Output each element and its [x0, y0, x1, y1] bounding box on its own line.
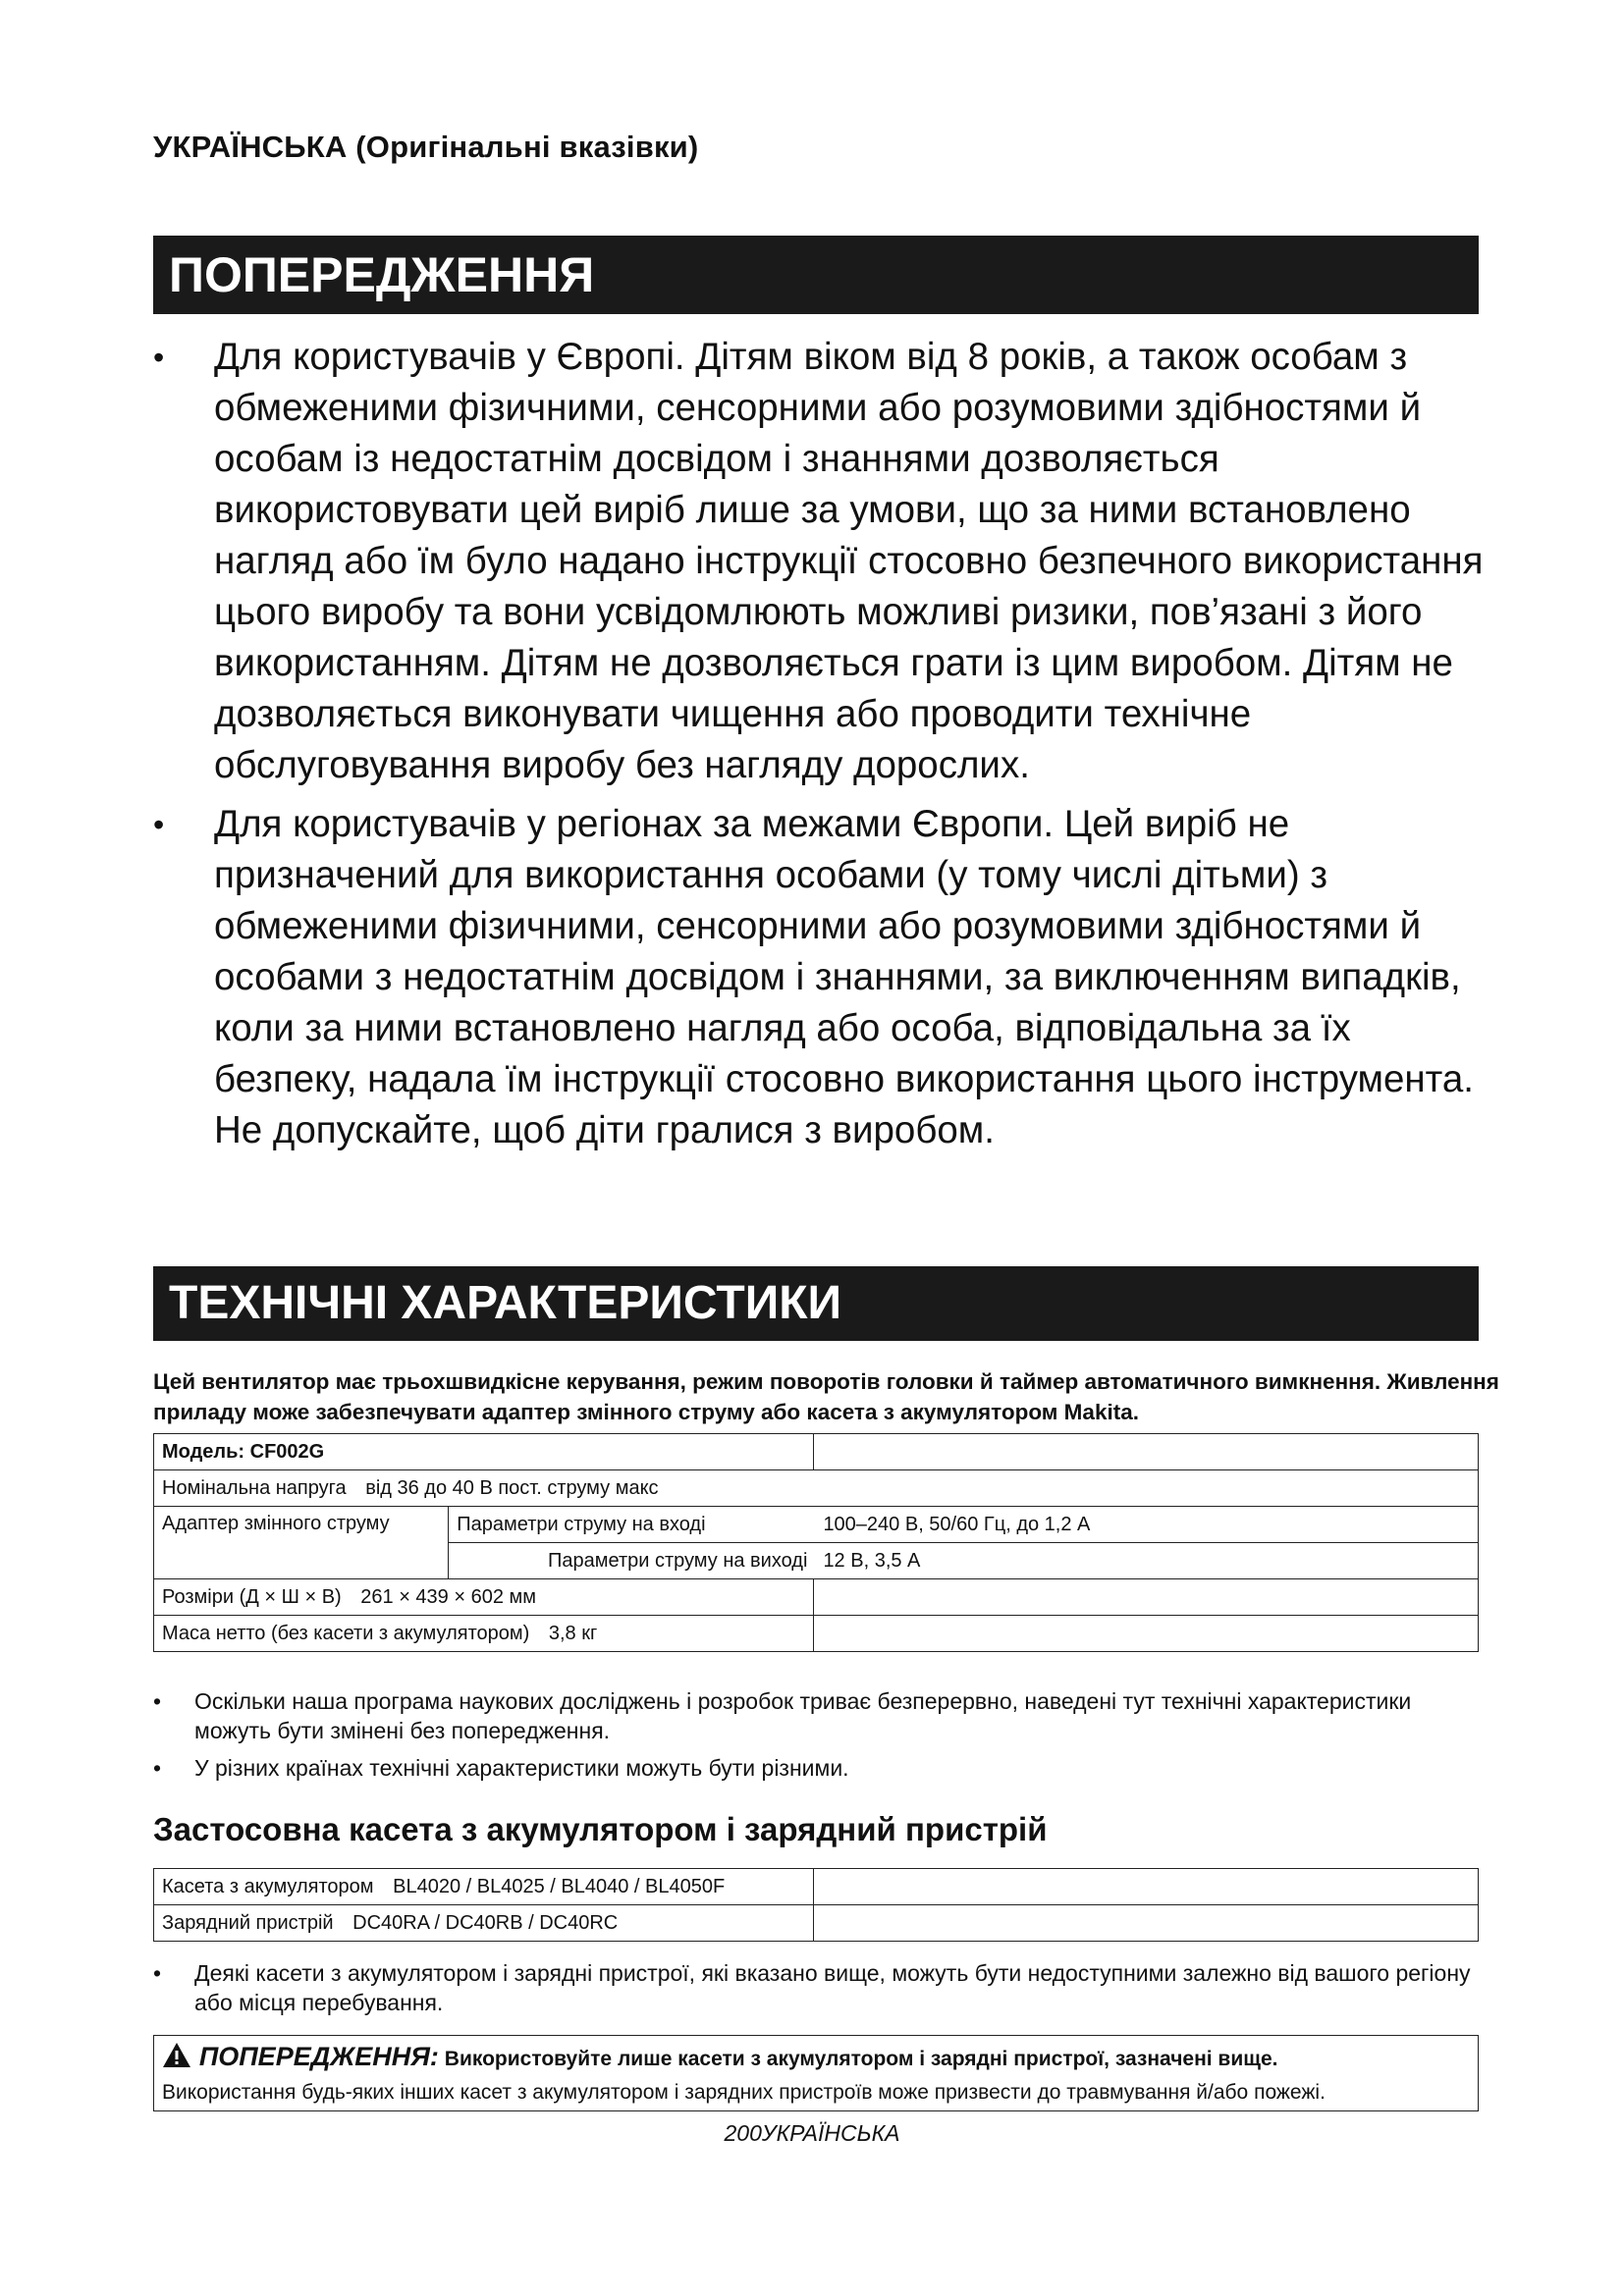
- empty-cell: [813, 1905, 1478, 1942]
- note-text: Оскільки наша програма наукових досліджень і розробок триває безперервно, наведені тут технічні характеристики можуть бути змінені без попередження.: [194, 1688, 1412, 1743]
- warning-list: [153, 332, 1498, 1156]
- bullet: •: [153, 807, 165, 842]
- battery-section-heading: Застосовна касета з акумулятором і зарядний пристрій: [153, 1811, 1048, 1847]
- specs-section-heading: ТЕХНІЧНІ ХАРАКТЕРИСТИКИ: [153, 1266, 1479, 1341]
- dimensions-label: Розміри (Д × Ш × В): [162, 1585, 342, 1608]
- table-row: [154, 1470, 1479, 1507]
- dimensions-value: 261 × 439 × 602 мм: [360, 1585, 537, 1608]
- dimensions-cell: [154, 1579, 814, 1616]
- weight-value: 3,8 кг: [548, 1622, 598, 1644]
- note-text: У різних країнах технічні характеристики можуть бути різними.: [194, 1755, 849, 1781]
- charger-value: DC40RA / DC40RB / DC40RC: [352, 1911, 619, 1934]
- caution-box: [153, 2035, 1479, 2111]
- battery-label: Касета з акумулятором: [162, 1875, 374, 1897]
- model-cell: Модель: CF002G: [154, 1434, 814, 1470]
- caution-strong-text: Використовуйте лише касети з акумулятором і зарядні пристрої, зазначені вище.: [444, 2048, 1278, 2070]
- adapter-cell: [154, 1507, 1479, 1579]
- empty-cell: [813, 1579, 1478, 1616]
- caution-text: Використання будь-яких інших касет з акумулятором і зарядних пристроїв може призвести до травмування й/або пожежі.: [162, 2081, 1326, 2104]
- rated-voltage-label: Номінальна напруга: [162, 1476, 347, 1499]
- charger-label: Зарядний пристрій: [162, 1911, 334, 1934]
- bullet: •: [153, 340, 165, 375]
- battery-notes: [153, 1958, 1479, 2025]
- weight-cell: [154, 1616, 814, 1652]
- adapter-label: Адаптер змінного струму: [154, 1507, 449, 1578]
- charger-cell: [154, 1905, 814, 1942]
- empty-cell: [813, 1869, 1478, 1905]
- list-item: • Оскільки наша програма наукових досліджень і розробок триває безперервно, наведені тут технічні характеристики можуть бути змінені без попередження.: [153, 1688, 1412, 1743]
- warning-item-europe: [153, 332, 1498, 791]
- list-item: • Деякі касети з акумулятором і зарядні пристрої, які вказано вище, можуть бути недоступними залежно від вашого регіону або місця перебування.: [153, 1960, 1471, 2015]
- battery-value: BL4020 / BL4025 / BL4040 / BL4050F: [393, 1875, 726, 1897]
- rated-voltage-value: від 36 до 40 В пост. струму макс: [365, 1476, 659, 1499]
- input-value: 100–240 В, 50/60 Гц, до 1,2 А: [815, 1507, 1478, 1543]
- battery-table: [153, 1868, 1479, 1942]
- warning-triangle-icon: [162, 2042, 191, 2077]
- rated-voltage-cell: [154, 1470, 1479, 1507]
- specifications-table: [153, 1433, 1479, 1652]
- caution-title: ПОПЕРЕДЖЕННЯ:: [198, 2042, 439, 2071]
- table-row: [154, 1434, 1479, 1470]
- specs-notes: [153, 1686, 1479, 1790]
- table-row: [154, 1905, 1479, 1942]
- output-value: 12 В, 3,5 А: [823, 1549, 921, 1572]
- weight-label: Маса нетто (без касети з акумулятором): [162, 1622, 530, 1644]
- empty-cell: [813, 1616, 1478, 1652]
- table-row: [154, 1507, 1479, 1579]
- document-language-title: УКРАЇНСЬКА (Оригінальні вказівки): [153, 130, 699, 164]
- note-text: Деякі касети з акумулятором і зарядні пристрої, які вказано вище, можуть бути недоступними залежно від вашого регіону або місця перебування.: [194, 1960, 1471, 2015]
- warning-section-heading: ПОПЕРЕДЖЕННЯ: [153, 236, 1479, 314]
- empty-cell: [813, 1434, 1478, 1470]
- output-label: Параметри струму на виході: [548, 1549, 808, 1572]
- warning-item-outside-europe: [153, 799, 1498, 1156]
- input-label: Параметри струму на вході: [449, 1507, 816, 1543]
- list-item: • У різних країнах технічні характеристики можуть бути різними.: [153, 1755, 849, 1781]
- page-footer: 200УКРАЇНСЬКА: [724, 2120, 900, 2146]
- warning-text: Для користувачів у Європі. Дітям віком від 8 років, а також особам з обмеженими фізичними, сенсорними або розумовими здібностями й особам із недостатнім досвідом і знаннями дозволяється використовувати цей виріб лише за умови, що за ними встановлено нагляд або їм було надано інструкції стосовно безпечного використання цього виробу та вони усвідомлюють можливі ризики, пов’язані з його використанням. Дітям не дозволяється грати із цим виробом. Дітям не дозволяється виконувати чищення або проводити технічне обслуговування виробу без нагляду дорослих.: [214, 336, 1484, 786]
- specs-intro: Цей вентилятор має трьохшвидкісне керування, режим поворотів головки й таймер автоматичного вимкнення. Живлення приладу може забезпечувати адаптер змінного струму або касета з акумулятором Makita.: [153, 1369, 1499, 1424]
- table-row: [154, 1579, 1479, 1616]
- warning-text: Для користувачів у регіонах за межами Європи. Цей виріб не призначений для використання особами (у тому числі дітьми) з обмеженими фізичними, сенсорними або розумовими здібностями й особами з недостатнім досвідом і знаннями, за виключенням випадків, коли за ними встановлено нагляд або особа, відповідальна за їх безпеку, надала їм інструкції стосовно використання цього інструмента. Не допускайте, щоб діти гралися з виробом.: [214, 803, 1474, 1151]
- table-row: [154, 1616, 1479, 1652]
- battery-cell: [154, 1869, 814, 1905]
- table-row: [154, 1869, 1479, 1905]
